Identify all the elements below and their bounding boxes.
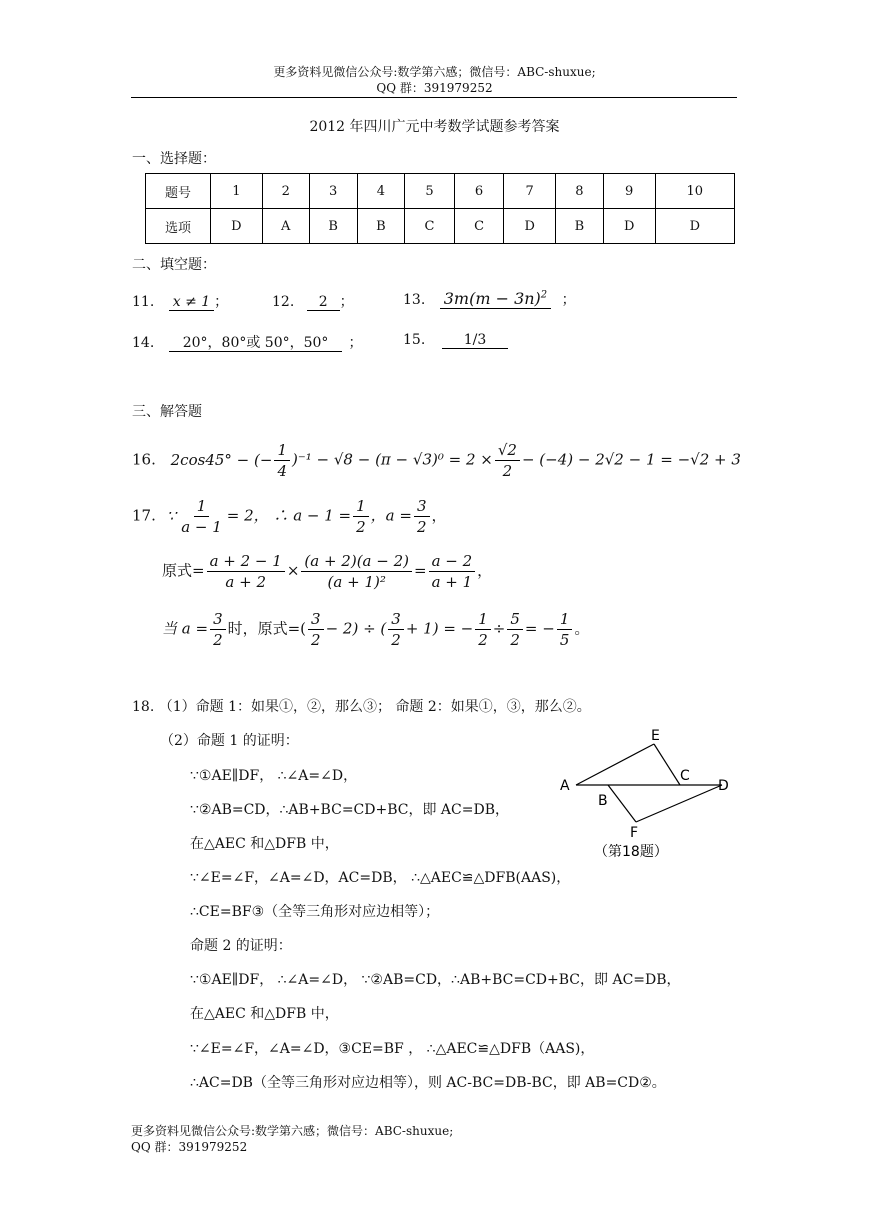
- header-rule: [131, 97, 737, 98]
- solution-q16: 16. 2cos45° − (− $\frac{1}{4}$ )⁻¹ − √8 − (π − √3)⁰ = 2 × $\frac{√2}{2}$ − (−4) − 2√2 − 1 = −√2 + 3: [132, 441, 741, 480]
- label-D: D: [718, 778, 729, 794]
- q18-line-12: ∴AC=DB（全等三角形对应边相等），则 AC-BC=DB-BC，即 AB=CD②。: [190, 1075, 666, 1091]
- section-solve-heading: 三、解答题: [132, 404, 202, 420]
- fill-q14: 14. 20°，80°或 50°，50° ；: [132, 335, 363, 351]
- label-F: F: [630, 825, 639, 841]
- answer-q12: 2: [307, 294, 340, 311]
- q18-line-3: ∵①AE∥DF， ∴∠A=∠D，: [190, 768, 358, 784]
- table-row: [146, 174, 735, 209]
- fill-q13: 13. $3m(m - 3n)^2$ ；: [403, 289, 576, 308]
- solution-q17-line1: 17. ∵ $\frac{1}{a - 1}$ = 2， ∴ a − 1 = $\frac{1}{2}$ ，a = $\frac{3}{2}$ ，: [132, 497, 447, 536]
- table-row: [146, 209, 735, 244]
- label-A: A: [560, 778, 570, 794]
- question-number: 7: [504, 174, 556, 209]
- question-number: 1: [211, 174, 263, 209]
- answer-table: [145, 173, 735, 244]
- answer-choice: D: [655, 209, 734, 244]
- answer-q13: $3m(m - 3n)^2$: [440, 289, 551, 309]
- question-number: 6: [454, 174, 504, 209]
- answer-q14: 20°，80°或 50°，50°: [169, 335, 343, 352]
- question-number: 2: [262, 174, 309, 209]
- answer-choice: D: [211, 209, 263, 244]
- q18-line-11: ∵∠E=∠F，∠A=∠D，③CE=BF ， ∴△AEC≌△DFB（AAS)，: [190, 1041, 595, 1057]
- q18-line-7: ∴CE=BF③（全等三角形对应边相等）；: [190, 904, 440, 920]
- q18-line-4: ∵②AB=CD，∴AB+BC=CD+BC，即 AC=DB，: [190, 802, 509, 818]
- question-number: 10: [655, 174, 734, 209]
- question-number: 8: [556, 174, 604, 209]
- answer-q11: x ≠ 1: [169, 294, 214, 311]
- footer-line-2: QQ 群：391979252: [131, 1140, 248, 1154]
- q18-line-9: ∵①AE∥DF， ∴∠A=∠D， ∵②AB=CD，∴AB+BC=CD+BC，即 AC=DB，: [190, 972, 681, 988]
- label-C: C: [680, 768, 690, 784]
- header-line-1: 更多资料见微信公众号:数学第六感；微信号：ABC-shuxue;: [273, 65, 596, 79]
- solution-q17-line2: 原式= $\frac{a + 2 - 1}{a + 2}$ × $\frac{(a + 2)(a - 2)}{\text{(a + 1)²}}$ = $\frac{a - 2}{a + 1}$ ，: [162, 552, 493, 591]
- answer-choice: A: [262, 209, 309, 244]
- answer-choice: B: [556, 209, 604, 244]
- q18-line-6: ∵∠E=∠F，∠A=∠D，AC=DB， ∴△AEC≌△DFB(AAS)，: [190, 870, 571, 886]
- row-label: 选项: [146, 209, 211, 244]
- row-label: 题号: [146, 174, 211, 209]
- page-title: 2012 年四川广元中考数学试题参考答案: [309, 119, 560, 135]
- answer-q15: 1/3: [442, 332, 509, 349]
- question-number: 4: [357, 174, 405, 209]
- question-number: 5: [405, 174, 455, 209]
- fill-q11: 11. x ≠ 1 ；: [132, 294, 229, 310]
- answer-choice: C: [454, 209, 504, 244]
- figure-caption: （第18题）: [594, 844, 668, 860]
- geometry-figure: [550, 722, 740, 867]
- question-number: 3: [309, 174, 357, 209]
- footer-line-1: 更多资料见微信公众号:数学第六感；微信号：ABC-shuxue;: [131, 1124, 454, 1138]
- fill-q15: 15. 1/3: [403, 332, 508, 348]
- answer-choice: B: [309, 209, 357, 244]
- answer-choice: D: [603, 209, 655, 244]
- q18-line-5: 在△AEC 和△DFB 中，: [190, 836, 339, 852]
- answer-choice: D: [504, 209, 556, 244]
- label-E: E: [651, 728, 660, 744]
- q18-line-10: 在△AEC 和△DFB 中，: [190, 1006, 339, 1022]
- header-line-2: QQ 群：391979252: [376, 81, 493, 95]
- solution-q17-line3: 当 a = $\frac{3}{2}$ 时，原式=( $\frac{3}{2}$ − 2) ÷ ( $\frac{3}{2}$ + 1) = − $\frac{1}{2}$ ÷ $\frac{5}{2}$ = − $\frac{1}{5}$ 。: [162, 610, 590, 649]
- label-B: B: [598, 793, 608, 809]
- answer-choice: B: [357, 209, 405, 244]
- q18-line-8: 命题 2 的证明：: [190, 938, 292, 954]
- section-choice-heading: 一、选择题：: [132, 151, 216, 167]
- question-number: 9: [603, 174, 655, 209]
- fill-q12: 12. 2 ；: [272, 294, 354, 310]
- q18-line-2: （2）命题 1 的证明：: [160, 733, 299, 749]
- answer-choice: C: [405, 209, 455, 244]
- q18-line-1: 18. （1）命题 1：如果①，②，那么③； 命题 2：如果①，③，那么②。: [132, 699, 591, 715]
- section-fill-heading: 二、填空题：: [132, 257, 216, 273]
